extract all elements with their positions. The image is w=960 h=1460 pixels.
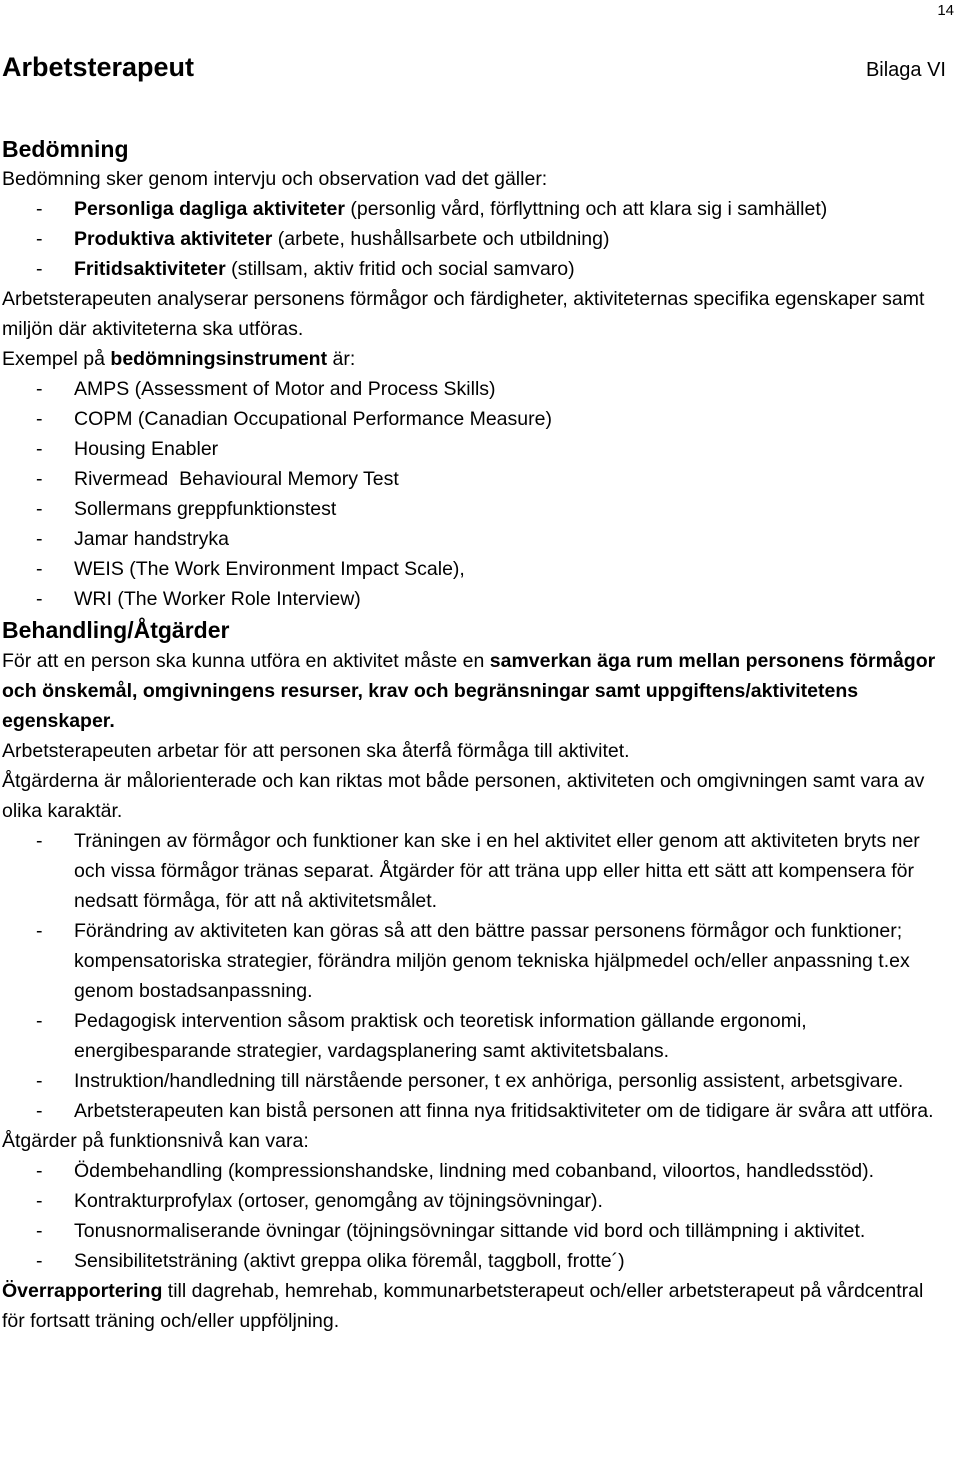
function-item: - Sensibilitetsträning (aktivt greppa olika föremål, taggboll, frotte´) (36, 1250, 625, 1272)
page-header (2, 52, 946, 88)
instrument-item: - COPM (Canadian Occupational Performance Measure) (36, 408, 552, 430)
instrument-item: - Sollermans greppfunktionstest (36, 498, 337, 520)
activity-term: Fritidsaktiviteter (74, 258, 226, 280)
instrument-item: - AMPS (Assessment of Motor and Process Skills) (36, 378, 496, 400)
instrument-item: - Rivermead Behavioural Memory Test (36, 468, 399, 490)
list-item: - Personliga dagliga aktiviteter (personlig vård, förflyttning och att klara sig i samhället) (36, 198, 828, 220)
section-heading-assessment: Bedömning (2, 136, 129, 162)
interaction-paragraph: För att en person ska kunna utföra en aktivitet måste en samverkan äga rum mellan personens förmågor och önskemål, omgivningens resurser, krav och begränsningar samt uppgiftens/aktivitetens egenskaper. (2, 650, 936, 732)
instrument-item: - Jamar handstryka (36, 528, 229, 550)
measure-item: - Pedagogisk intervention såsom praktisk och teoretisk information gällande ergonomi, energibesparande strategier, vardagsplanering samt aktivitetsbalans. (36, 1010, 807, 1062)
analysis-paragraph: Arbetsterapeuten analyserar personens förmågor och färdigheter, aktiviteternas specifika egenskaper samt miljön där aktiviteterna ska utföras. (2, 288, 925, 340)
measure-item: - Instruktion/handledning till närstående personer, t ex anhöriga, personlig assistent, arbetsgivare. (36, 1070, 904, 1092)
document-body (2, 134, 950, 1336)
section-heading-treatment: Behandling/Åtgärder (2, 617, 230, 643)
instrument-item: - Housing Enabler (36, 438, 219, 460)
page-title: Arbetsterapeut (2, 52, 195, 82)
activity-term: Personliga dagliga aktiviteter (74, 198, 345, 220)
measures-paragraph: Åtgärderna är målorienterade och kan riktas mot både personen, aktiviteten och omgivningen samt vara av olika karaktär. (2, 770, 925, 822)
measure-item: - Träningen av förmågor och funktioner kan ske i en hel aktivitet eller genom att aktiviteten bryts ner och vissa förmågor tränas separat. Åtgärder för att träna upp eller hitta ett sätt att kompensera för nedsatt förmåga, för att nå aktivitetsmålet. (36, 830, 920, 912)
activity-term: Produktiva aktiviteter (74, 228, 273, 250)
function-item: - Tonusnormaliserande övningar (töjningsövningar sittande vid bord och tillämpning i aktivitet. (36, 1220, 866, 1242)
instrument-item: - WRI (The Worker Role Interview) (36, 588, 361, 610)
list-item: - Produktiva aktiviteter (arbete, hushållsarbete och utbildning) (36, 228, 610, 250)
function-item: - Kontrakturprofylax (ortoser, genomgång av töjningsövningar). (36, 1190, 603, 1212)
list-item: - Fritidsaktiviteter (stillsam, aktiv fritid och social samvaro) (36, 258, 575, 280)
assessment-intro: Bedömning sker genom intervju och observation vad det gäller: (2, 168, 548, 190)
function-level-intro: Åtgärder på funktionsnivå kan vara: (2, 1130, 309, 1152)
measure-item: - Förändring av aktiviteten kan göras så att den bättre passar personens förmågor och funktioner; kompensatoriska strategier, förändra miljön genom tekniska hjälpmedel och/eller anpassning t.ex genom bostadsanpassning. (36, 920, 910, 1002)
instrument-item: - WEIS (The Work Environment Impact Scale), (36, 558, 465, 580)
instruments-intro: Exempel på bedömningsinstrument är: (2, 348, 356, 370)
page-number: 14 (937, 2, 954, 19)
measure-item: - Arbetsterapeuten kan bistå personen att finna nya fritidsaktiviteter om de tidigare är svåra att utföra. (36, 1100, 934, 1122)
function-item: - Ödembehandling (kompressionshandske, lindning med cobanband, viloortos, handledsstöd). (36, 1160, 874, 1182)
goal-paragraph: Arbetsterapeuten arbetar för att personen ska återfå förmåga till aktivitet. (2, 740, 630, 762)
handover-paragraph: Överrapportering till dagrehab, hemrehab, kommunarbetsterapeut och/eller arbetsterapeut på vårdcentral för fortsatt träning och/eller uppföljning. (2, 1280, 924, 1332)
appendix-label: Bilaga VI (865, 59, 946, 81)
